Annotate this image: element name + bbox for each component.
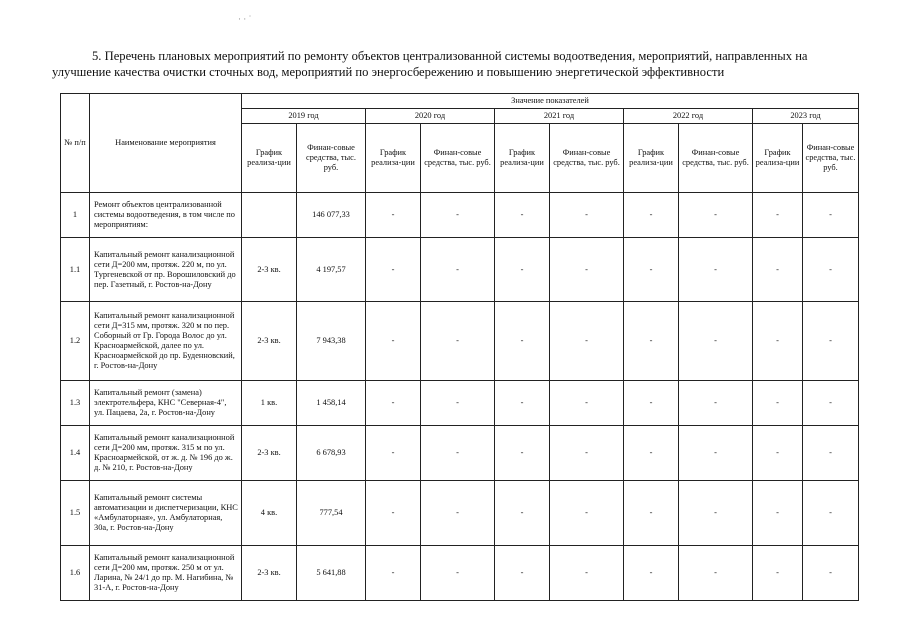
cell-dash: - (624, 193, 679, 238)
table-row (61, 302, 859, 381)
cell-dash: - (679, 238, 753, 302)
cell-dash: - (421, 381, 495, 426)
cell-dash: - (624, 481, 679, 546)
row-finance-2019: 146 077,33 (297, 193, 366, 238)
row-name: Капитальный ремонт системы автоматизации и диспетчеризации, КНС «Амбулаторная», ул. Амбулаторная, 30а, г. Ростов-на-Дону (90, 481, 242, 546)
row-name: Капитальный ремонт канализационной сети Д=200 мм, протяж. 315 м по ул. Красноармейской, от ж. д. № 196 до ж. д. № 210, г. Ростов-на-Дону (90, 426, 242, 481)
sub-header-finance: Финан-совые средства, тыс. руб. (421, 124, 495, 193)
year-header: 2021 год (495, 109, 624, 124)
cell-dash: - (366, 238, 421, 302)
row-name: Капитальный ремонт (замена) электротельфера, КНС "Северная-4", ул. Пацаева, 2а, г. Ростов-на-Дону (90, 381, 242, 426)
cell-dash: - (679, 426, 753, 481)
group-header: Значение показателей (242, 94, 859, 109)
cell-dash: - (421, 193, 495, 238)
scan-specks: · · ˙ (238, 14, 252, 24)
table-row (61, 426, 859, 481)
sub-header-schedule: График реализа-ции (366, 124, 421, 193)
cell-dash: - (421, 546, 495, 601)
table-row (61, 193, 859, 238)
row-name: Капитальный ремонт канализационной сети Д=315 мм, протяж. 320 м по пер. Соборный от Гр. Города Волос до ул. Красноармейской, далее по ул. Красноармейской до пр. Буденновский, г. Ростов-на-Дону (90, 302, 242, 381)
cell-dash: - (366, 546, 421, 601)
cell-dash: - (421, 302, 495, 381)
row-schedule-2019: 2-3 кв. (242, 546, 297, 601)
cell-dash: - (495, 426, 550, 481)
cell-dash: - (753, 238, 803, 302)
year-header: 2020 год (366, 109, 495, 124)
row-finance-2019: 6 678,93 (297, 426, 366, 481)
table-row (61, 481, 859, 546)
cell-dash: - (366, 381, 421, 426)
cell-dash: - (753, 193, 803, 238)
cell-dash: - (753, 381, 803, 426)
cell-dash: - (550, 426, 624, 481)
cell-dash: - (495, 481, 550, 546)
cell-dash: - (495, 546, 550, 601)
cell-dash: - (753, 302, 803, 381)
cell-dash: - (679, 302, 753, 381)
year-header: 2022 год (624, 109, 753, 124)
cell-dash: - (803, 193, 859, 238)
cell-dash: - (624, 381, 679, 426)
cell-dash: - (753, 546, 803, 601)
sub-header-schedule: График реализа-ции (495, 124, 550, 193)
row-finance-2019: 4 197,57 (297, 238, 366, 302)
cell-dash: - (366, 193, 421, 238)
cell-dash: - (624, 238, 679, 302)
col-header-name: Наименование мероприятия (90, 94, 242, 193)
cell-dash: - (421, 481, 495, 546)
cell-dash: - (550, 238, 624, 302)
table-row (61, 546, 859, 601)
cell-dash: - (421, 238, 495, 302)
row-schedule-2019 (242, 193, 297, 238)
row-name: Ремонт объектов централизованной системы водоотведения, в том числе по мероприятиям: (90, 193, 242, 238)
cell-dash: - (550, 481, 624, 546)
year-header: 2019 год (242, 109, 366, 124)
row-number: 1.4 (61, 426, 90, 481)
cell-dash: - (803, 238, 859, 302)
heading-text: 5. Перечень плановых мероприятий по ремонту объектов централизованной системы водоотведения, мероприятий, направленных на улучшение качества очистки сточных вод, мероприятий по энергосбережению и повышению энергетической эффективности (52, 49, 808, 79)
sub-header-finance: Финан-совые средства, тыс. руб. (550, 124, 624, 193)
row-finance-2019: 777,54 (297, 481, 366, 546)
row-finance-2019: 5 641,88 (297, 546, 366, 601)
row-number: 1.2 (61, 302, 90, 381)
row-number: 1.5 (61, 481, 90, 546)
sub-header-finance: Финан-совые средства, тыс. руб. (803, 124, 859, 193)
row-number: 1.6 (61, 546, 90, 601)
cell-dash: - (624, 426, 679, 481)
cell-dash: - (550, 193, 624, 238)
cell-dash: - (679, 481, 753, 546)
row-name: Капитальный ремонт канализационной сети Д=200 мм, протяж. 220 м, по ул. Тургеневской от пр. Ворошиловский до пер. Газетный, г. Ростов-на-Дону (90, 238, 242, 302)
cell-dash: - (679, 546, 753, 601)
cell-dash: - (421, 426, 495, 481)
cell-dash: - (803, 546, 859, 601)
sub-header-finance: Финан-совые средства, тыс. руб. (297, 124, 366, 193)
cell-dash: - (624, 546, 679, 601)
row-finance-2019: 7 943,38 (297, 302, 366, 381)
measures-table (60, 93, 859, 601)
cell-dash: - (624, 302, 679, 381)
sub-header-finance: Финан-совые средства, тыс. руб. (679, 124, 753, 193)
sub-header-schedule: График реализа-ции (624, 124, 679, 193)
cell-dash: - (495, 193, 550, 238)
cell-dash: - (803, 381, 859, 426)
cell-dash: - (366, 302, 421, 381)
table-row (61, 238, 859, 302)
cell-dash: - (495, 302, 550, 381)
row-schedule-2019: 2-3 кв. (242, 426, 297, 481)
row-schedule-2019: 2-3 кв. (242, 238, 297, 302)
cell-dash: - (550, 546, 624, 601)
cell-dash: - (803, 302, 859, 381)
row-schedule-2019: 1 кв. (242, 381, 297, 426)
row-finance-2019: 1 458,14 (297, 381, 366, 426)
row-number: 1.3 (61, 381, 90, 426)
cell-dash: - (550, 302, 624, 381)
cell-dash: - (753, 481, 803, 546)
cell-dash: - (803, 481, 859, 546)
cell-dash: - (366, 426, 421, 481)
row-schedule-2019: 4 кв. (242, 481, 297, 546)
sub-header-schedule: График реализа-ции (242, 124, 297, 193)
row-schedule-2019: 2-3 кв. (242, 302, 297, 381)
cell-dash: - (803, 426, 859, 481)
cell-dash: - (366, 481, 421, 546)
row-number: 1 (61, 193, 90, 238)
cell-dash: - (495, 238, 550, 302)
cell-dash: - (550, 381, 624, 426)
section-heading (52, 48, 862, 80)
sub-header-schedule: График реализа-ции (753, 124, 803, 193)
cell-dash: - (495, 381, 550, 426)
year-header: 2023 год (753, 109, 859, 124)
cell-dash: - (679, 193, 753, 238)
cell-dash: - (753, 426, 803, 481)
cell-dash: - (679, 381, 753, 426)
col-header-num: № п/п (61, 94, 90, 193)
row-number: 1.1 (61, 238, 90, 302)
row-name: Капитальный ремонт канализационной сети Д=200 мм, протяж. 250 м от ул. Ларина, № 24/1 до пр. М. Нагибина, № 31-А, г. Ростов-на-Дону (90, 546, 242, 601)
table-row (61, 381, 859, 426)
